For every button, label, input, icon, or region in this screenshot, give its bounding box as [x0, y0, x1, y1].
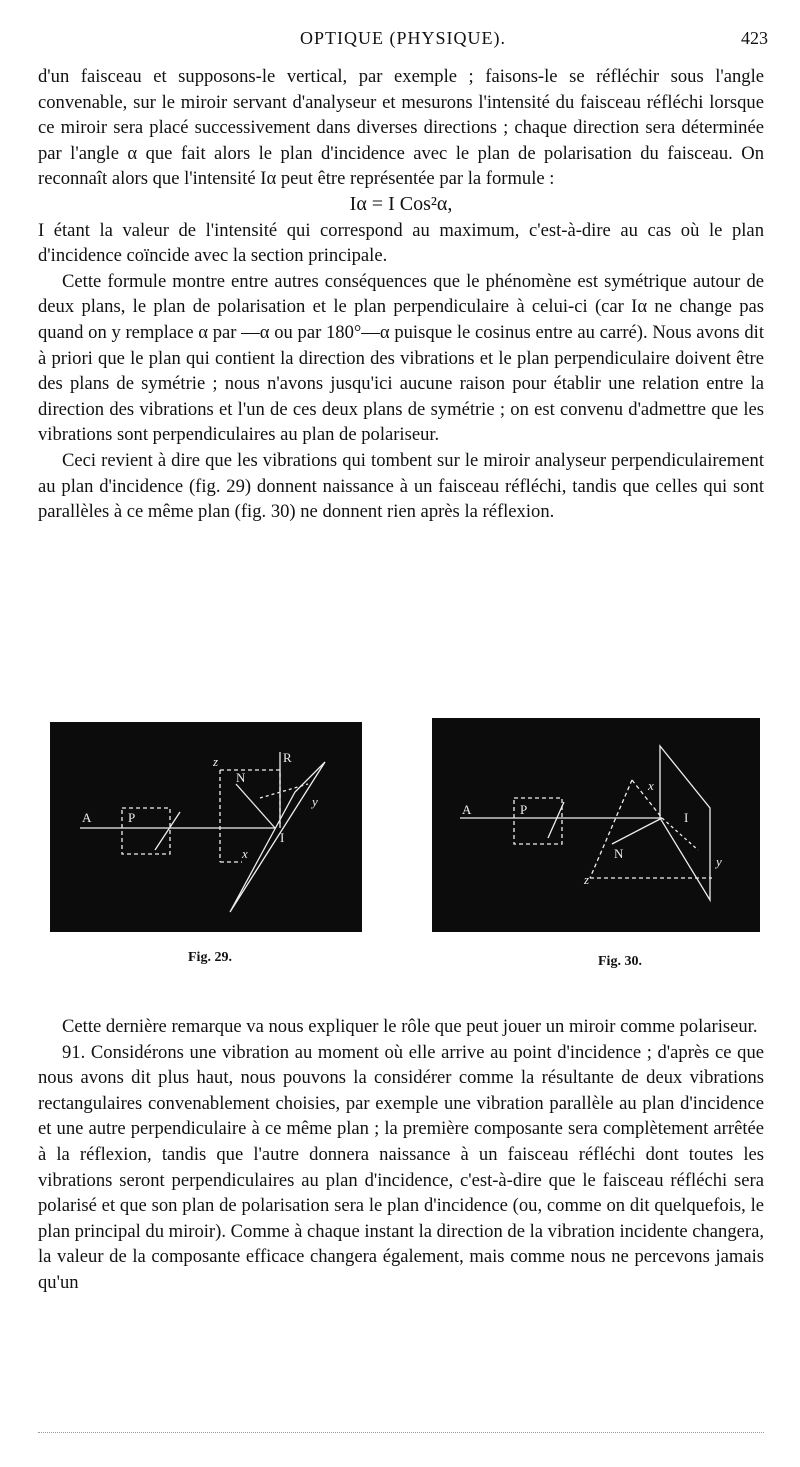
page-number: 423 — [741, 28, 768, 48]
running-title: OPTIQUE (PHYSIQUE). — [300, 28, 506, 48]
fig30-plane-dashed — [590, 780, 632, 878]
fig29-normal — [236, 784, 275, 828]
figure-30-caption: Fig. 30. — [598, 954, 642, 969]
section-number: 91. — [62, 1041, 86, 1063]
formula: Iα = I Cos²α, — [349, 192, 453, 215]
fig29-label-r: R — [283, 750, 292, 765]
fig29-vibration — [155, 812, 180, 850]
figure-30-diagram — [432, 718, 760, 932]
figure-30 — [432, 718, 760, 932]
paragraph-4: Ceci revient à dire que les vibrations qui tombent sur le miroir analyseur perpendiculairement au plan d'incidence (fig. 29) donnent naissance à un faisceau réfléchi, tandis que celles qui sont parallèles à ce même plan (fig. 30) ne donnent rien après la réflexion. — [38, 449, 764, 523]
bottom-rule — [38, 1432, 764, 1435]
fig29-label-x: x — [242, 846, 248, 861]
fig30-label-p: P — [520, 802, 528, 817]
fig29-label-a: A — [82, 810, 92, 825]
paragraph-2: I étant la valeur de l'intensité qui correspond au maximum, c'est-à-dire au cas où le plan d'incidence coïncide avec la section principale. — [38, 219, 764, 267]
paragraph-6-text: Considérons une vibration au moment où elle arrive au point d'incidence ; d'après ce que nous avons dit plus haut, nous pouvons la considérer comme la résultante de deux vibrations rectangulaires convenablement choisies, par exemple une vibration parallèle au plan d'incidence et une autre perpendiculaire à ce même plan ; la première composante sera complètement arrêtée à la réflexion, tandis que l'autre donnera naissance à un faisceau réfléchi dont toutes les vibrations seront perpendiculaires au plan d'incidence, c'est-à-dire que le faisceau réfléchi sera polarisé et que son plan de polarisation sera le plan d'incidence (ou, comme on dit quelquefois, le plan principal du miroir). Comme à chaque instant la direction de la vibration incidente changera, la valeur de la composante efficace changera également, mais comme nous ne percevons jamais qu'un — [38, 1041, 764, 1293]
text-block-bottom — [38, 1014, 764, 1296]
fig29-plane-dashed — [220, 770, 280, 824]
figure-29 — [50, 722, 362, 932]
fig30-label-x: x — [648, 778, 654, 793]
figure-29-diagram — [50, 722, 362, 932]
fig30-label-y: y — [716, 854, 722, 869]
figure-29-caption: Fig. 29. — [188, 950, 232, 965]
fig30-label-i: I — [684, 810, 689, 825]
fig30-label-n: N — [614, 846, 624, 861]
fig29-label-z: z — [213, 754, 219, 769]
fig30-label-a: A — [462, 802, 472, 817]
paragraph-1: d'un faisceau et supposons-le vertical, par exemple ; faisons-le se réfléchir sous l'angle convenable, sur le miroir servant d'analyseur et mesurons l'intensité du faisceau réfléchi lorsque ce miroir sera placé successivement dans diverses directions ; chaque direction sera déterminée par l'angle α que fait alors le plan d'incidence avec le plan de polarisation du faisceau. On reconnaît alors que l'intensité Iα peut être représentée par la formule : — [38, 66, 764, 190]
paragraph-5: Cette dernière remarque va nous expliquer le rôle que peut jouer un miroir comme polariseur. — [62, 1016, 758, 1037]
text-block-top — [38, 64, 764, 525]
fig29-label-y: y — [312, 794, 318, 809]
fig29-label-n: N — [236, 770, 246, 785]
fig30-normal — [612, 818, 662, 844]
page-header — [38, 28, 768, 54]
paragraph-3: Cette formule montre entre autres conséquences que le phénomène est symétrique autour de deux plans, le plan de polarisation et le plan perpendiculaire à celui-ci (car Iα ne change pas quand on y remplace α par —α ou par 180°—α puisque le cosinus entre au carré). Nous avons dit à priori que le plan qui contient la direction des vibrations et le plan perpendiculaire doivent être des plans de symétrie ; nous n'avons jusqu'ici aucune raison pour établir une relation entre la direction des vibrations et l'un de ces deux plans de symétrie ; on est convenu d'admettre que les vibrations sont perpendiculaires au plan de polariseur. — [38, 270, 764, 446]
fig29-label-p: P — [128, 810, 136, 825]
fig29-label-i: I — [280, 830, 285, 845]
fig30-label-z: z — [584, 872, 590, 887]
paragraph-6 — [38, 1040, 764, 1296]
